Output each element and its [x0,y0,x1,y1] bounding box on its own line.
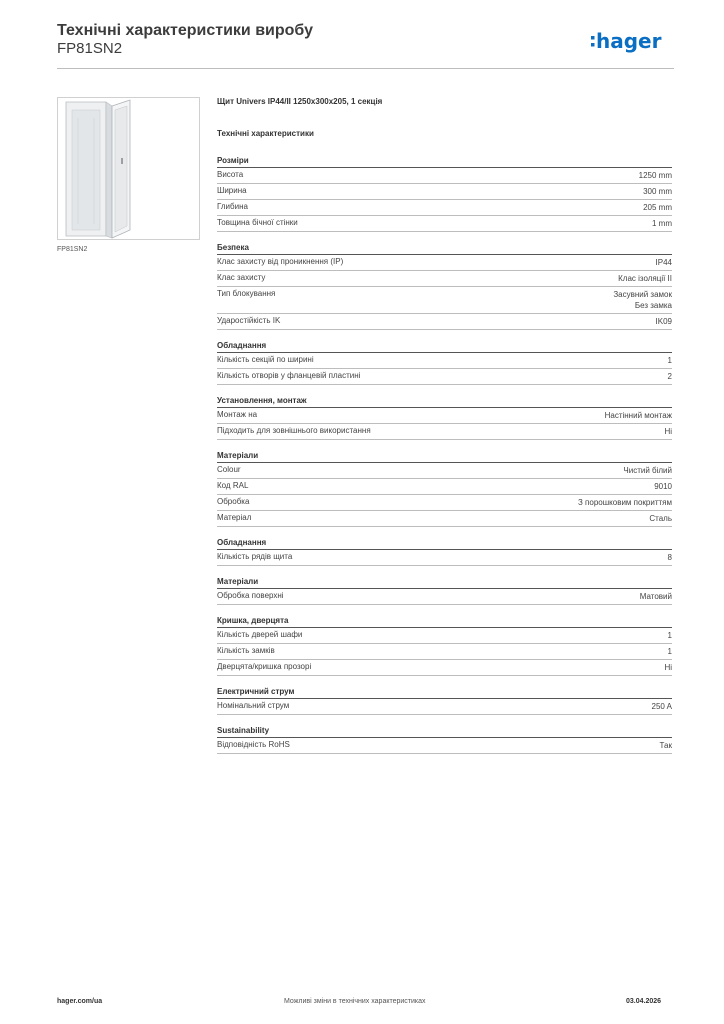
spec-section [217,686,672,715]
spec-value [668,355,672,366]
section-title: Обладнання [217,537,672,550]
spec-value-line: IK09 [655,317,672,326]
spec-label: Кількість отворів у фланцевій пластині [217,371,361,380]
spec-value-line: Настінний монтаж [604,411,672,420]
spec-value [664,426,672,437]
spec-section [217,450,672,527]
spec-row [217,463,672,479]
spec-value [652,701,672,712]
spec-row [217,255,672,271]
spec-row [217,424,672,440]
spec-value [668,646,672,657]
spec-value [643,202,672,213]
spec-section [217,242,672,330]
spec-value [668,630,672,641]
spec-row [217,408,672,424]
spec-section [217,340,672,385]
spec-value-line: IP44 [655,258,672,267]
spec-row [217,738,672,754]
spec-value-line: 1250 mm [638,171,672,180]
section-title: Sustainability [217,725,672,738]
spec-value [656,257,672,268]
section-title: Матеріали [217,450,672,463]
spec-row [217,184,672,200]
spec-value [668,552,672,563]
spec-value-line: Сталь [649,514,672,523]
spec-label: Клас захисту від проникнення (IP) [217,257,344,266]
spec-value-line: Клас ізоляції II [618,274,672,283]
spec-row [217,287,672,314]
spec-section [217,155,672,232]
spec-section [217,395,672,440]
spec-row [217,200,672,216]
hager-logo [591,27,675,57]
spec-row [217,495,672,511]
spec-label: Товщина бічної стінки [217,218,298,227]
spec-value [639,170,672,181]
spec-value-line: 300 mm [643,187,672,196]
spec-label: Кількість замків [217,646,275,655]
spec-label: Ширина [217,186,247,195]
spec-row [217,168,672,184]
spec-value [623,465,672,476]
section-title: Матеріали [217,576,672,589]
section-title: Установлення, монтаж [217,395,672,408]
spec-value-line: 2 [667,372,672,381]
spec-value-line: Без замка [634,301,672,310]
spec-label: Код RAL [217,481,249,490]
footer-url[interactable]: hager.com/ua [57,998,103,1005]
spec-label: Відповідність RoHS [217,740,290,749]
spec-row [217,353,672,369]
product-image [57,97,200,240]
spec-value [660,740,672,751]
spec-value-line: 1 [667,647,672,656]
logo-text: hager [596,29,662,53]
spec-value [664,662,672,673]
footer-date: 03.04.2026 [626,998,662,1005]
section-title: Електричний струм [217,686,672,699]
spec-row [217,660,672,676]
footer-note: Можливі зміни в технічних характеристиках [284,998,426,1005]
spec-section [217,615,672,676]
spec-label: Матеріал [217,513,252,522]
spec-value [654,481,672,492]
spec-value [656,316,672,327]
spec-label: Кількість дверей шафи [217,630,303,639]
spec-value [605,410,672,421]
spec-row [217,271,672,287]
spec-row [217,479,672,495]
spec-value [652,218,672,229]
spec-label: Підходить для зовнішнього використання [217,426,371,435]
spec-value-line: Так [659,741,672,750]
spec-label: Клас захисту [217,273,266,282]
spec-value-line: Матовий [639,592,672,601]
spec-value [668,371,672,382]
section-title: Кришка, дверцята [217,615,672,628]
spec-value-line: 1 [667,356,672,365]
spec-label: Номінальний струм [217,701,290,710]
section-title: Розміри [217,155,672,168]
image-caption: FP81SN2 [57,246,88,253]
section-title: Обладнання [217,340,672,353]
spec-value-line: 250 A [651,702,672,711]
spec-label: Кількість секцій по ширині [217,355,314,364]
spec-value-line: 1 mm [652,219,672,228]
spec-row [217,589,672,605]
spec-row [217,628,672,644]
spec-label: Тип блокування [217,289,276,298]
spec-label: Обробка [217,497,250,506]
spec-row [217,699,672,715]
spec-value [643,186,672,197]
header-divider [57,68,674,69]
spec-label: Кількість рядів щита [217,552,293,561]
spec-value [578,497,672,508]
product-code: FP81SN2 [57,40,123,57]
spec-label: Ударостійкість IK [217,316,281,325]
spec-label: Глибина [217,202,248,211]
spec-row [217,550,672,566]
enclosure-illustration [58,98,199,239]
spec-value-line: Засувний замок [613,290,672,299]
spec-row [217,644,672,660]
spec-value-line: 9010 [654,482,672,491]
spec-value-line: Ні [664,663,672,672]
spec-row [217,216,672,232]
spec-value-line: Ні [664,427,672,436]
spec-value [613,289,672,311]
spec-row [217,314,672,330]
spec-section [217,537,672,566]
spec-value-line: Чистий білий [623,466,672,475]
spec-label: Обробка поверхні [217,591,284,600]
spec-value [618,273,672,284]
spec-section [217,725,672,754]
spec-section [217,576,672,605]
spec-value-line: 205 mm [643,203,672,212]
spec-label: Висота [217,170,244,179]
spec-row [217,369,672,385]
spec-value-line: 8 [667,553,672,562]
spec-value [640,591,672,602]
spec-label: Colour [217,465,241,474]
specifications [217,97,672,754]
spec-value-line: 1 [667,631,672,640]
spec-sections [217,155,672,754]
section-title: Безпека [217,242,672,255]
spec-value-line: З порошковим покриттям [578,498,672,507]
spec-row [217,511,672,527]
specs-heading: Технічні характеристики [217,129,314,138]
product-title: Щит Univers IP44/II 1250x300x205, 1 секція [217,97,383,106]
spec-label: Дверцята/кришка прозорі [217,662,312,671]
page-title: Технічні характеристики виробу [57,22,313,39]
spec-label: Монтаж на [217,410,258,419]
spec-value [649,513,672,524]
